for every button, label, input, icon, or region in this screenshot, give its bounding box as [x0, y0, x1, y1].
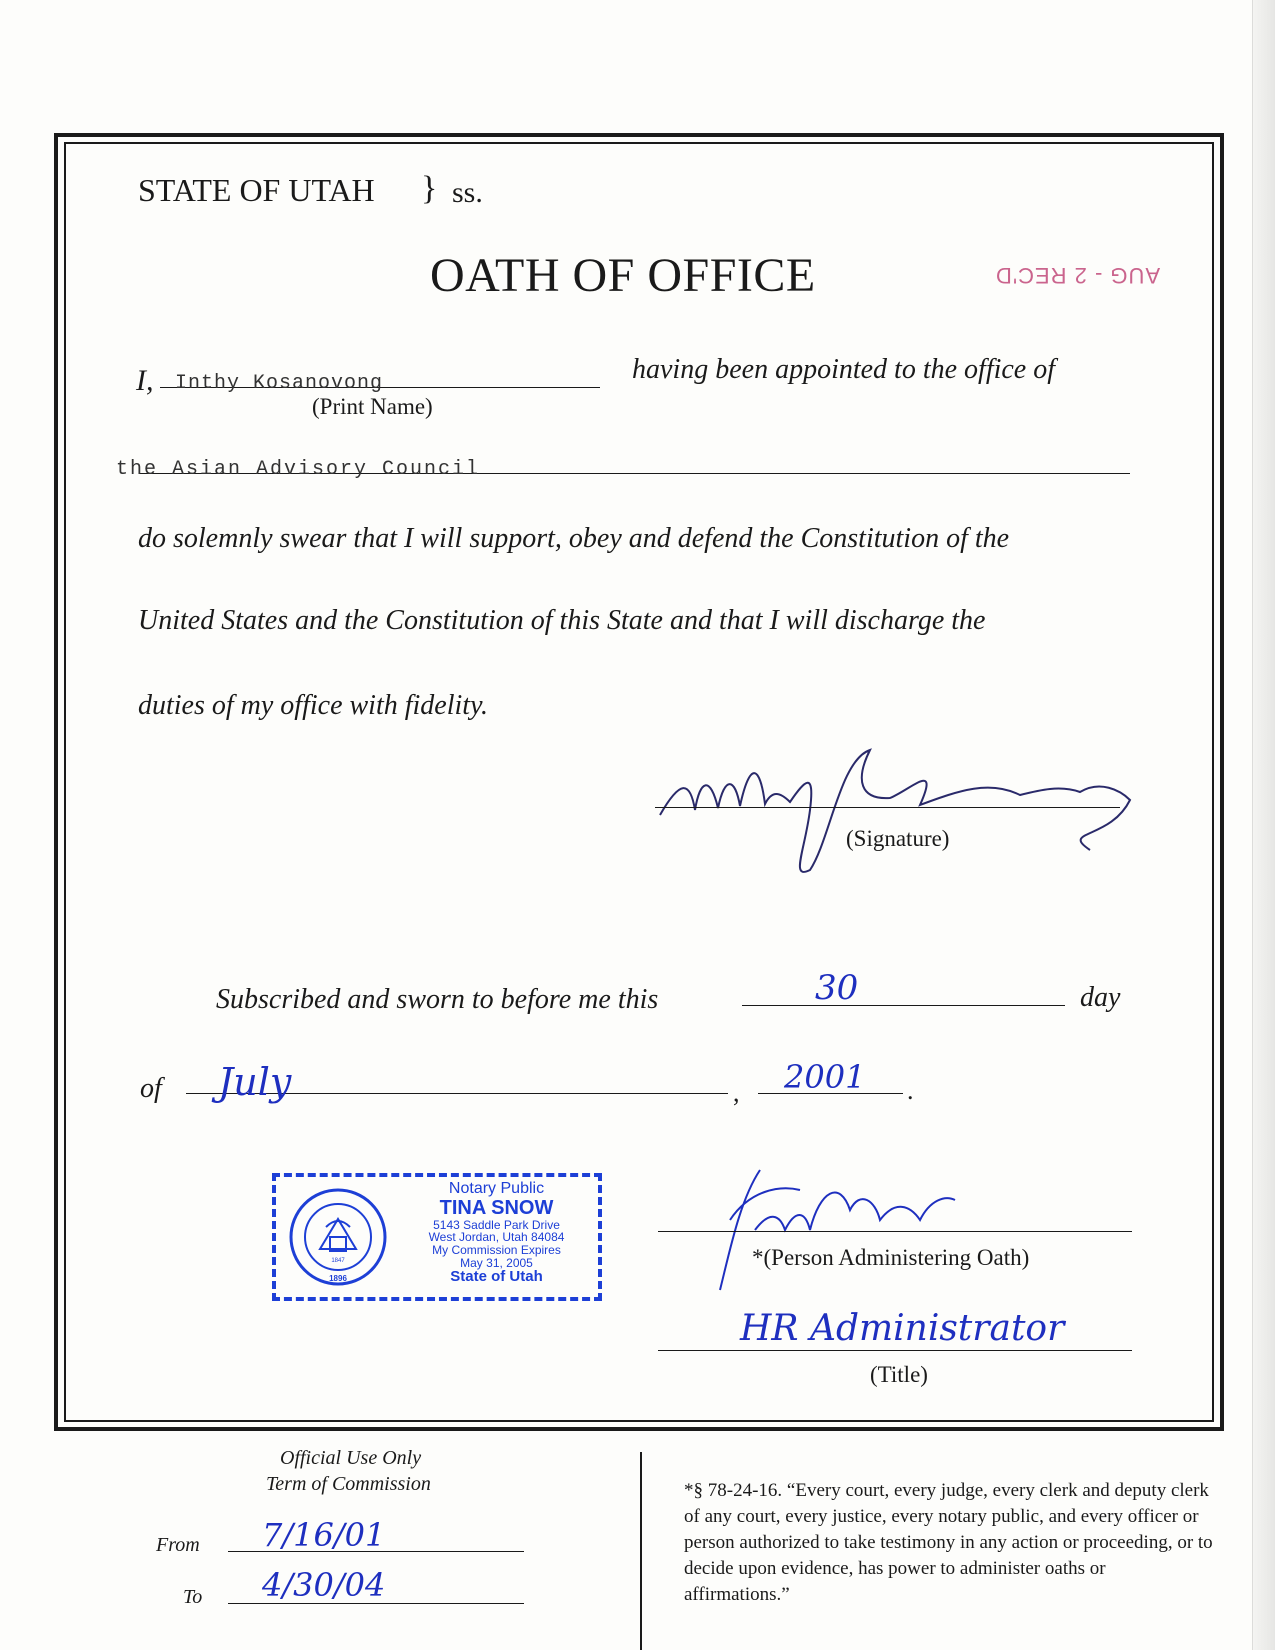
office-value: the Asian Advisory Council: [116, 458, 481, 481]
state-seal-icon: [288, 1187, 388, 1287]
day-line: [742, 1005, 1065, 1006]
month-value: July: [218, 1060, 292, 1104]
title-line: [658, 1350, 1132, 1351]
oath-line-1: do solemnly swear that I will support, obey and defend the Constitution of the: [138, 523, 1010, 554]
notary-stamp: [272, 1173, 602, 1301]
print-name-caption: (Print Name): [312, 394, 433, 419]
of-label: of: [140, 1073, 162, 1104]
from-label: From: [156, 1534, 200, 1556]
brace-glyph: }: [421, 170, 438, 207]
notary-line-1: Notary Public: [448, 1180, 545, 1197]
to-value: 4/30/04: [262, 1566, 386, 1604]
footer-divider: [640, 1452, 642, 1650]
day-value: 30: [815, 968, 859, 1008]
statute-text: *§ 78-24-16. “Every court, every judge, every clerk and deputy clerk of any court, every justice, every notary public, and every officer or person authorized to take testimony in any action or proceeding, or to decide upon evidence, has power to administer oaths or affirmations.”: [684, 1480, 1213, 1605]
seal-year: 1896: [329, 1274, 347, 1283]
notary-line-5: My Commission Expires: [432, 1242, 561, 1257]
oath-line-2: United States and the Constitution of this State and that I will discharge the: [138, 605, 986, 636]
official-use-heading: Official Use Only: [280, 1447, 422, 1469]
comma: ,: [733, 1078, 740, 1107]
day-label: day: [1080, 982, 1121, 1013]
sworn-text: Subscribed and sworn to before me this: [216, 984, 659, 1015]
appointed-text: having been appointed to the office of: [632, 354, 1056, 385]
administrator-caption: *(Person Administering Oath): [752, 1245, 1030, 1270]
printed-name-value: Inthy Kosanovong: [175, 372, 384, 395]
state-heading: STATE OF UTAH: [138, 172, 375, 208]
signature-line: [655, 807, 1120, 808]
oath-line-3: duties of my office with fidelity.: [138, 690, 488, 721]
period: .: [907, 1076, 914, 1105]
notary-line-7: State of Utah: [450, 1268, 543, 1286]
administrator-signature-mark: [700, 1150, 960, 1300]
page-edge: [1252, 0, 1275, 1650]
year-value: 2001: [784, 1058, 866, 1096]
signature-mark: [640, 720, 1160, 890]
notary-line-2: TINA SNOW: [439, 1196, 554, 1219]
to-label: To: [183, 1586, 203, 1608]
notary-line-3: 5143 Saddle Park Drive: [433, 1217, 560, 1232]
notary-line-6: May 31, 2005: [460, 1255, 533, 1270]
oath-intro: I,: [136, 364, 154, 397]
title-value: HR Administrator: [740, 1308, 1065, 1349]
received-stamp: AUG - 2 REC'D: [995, 263, 1161, 288]
notary-line-4: West Jordan, Utah 84084: [428, 1230, 565, 1245]
signature-caption: (Signature): [846, 826, 950, 851]
administrator-line: [658, 1231, 1132, 1232]
title-caption: (Title): [870, 1362, 928, 1387]
from-value: 7/16/01: [262, 1516, 386, 1554]
ss-label: ss.: [452, 176, 483, 209]
document-title: OATH OF OFFICE: [430, 249, 816, 302]
seal-inner-year: 1847: [331, 1258, 345, 1264]
term-heading: Term of Commission: [266, 1473, 431, 1495]
